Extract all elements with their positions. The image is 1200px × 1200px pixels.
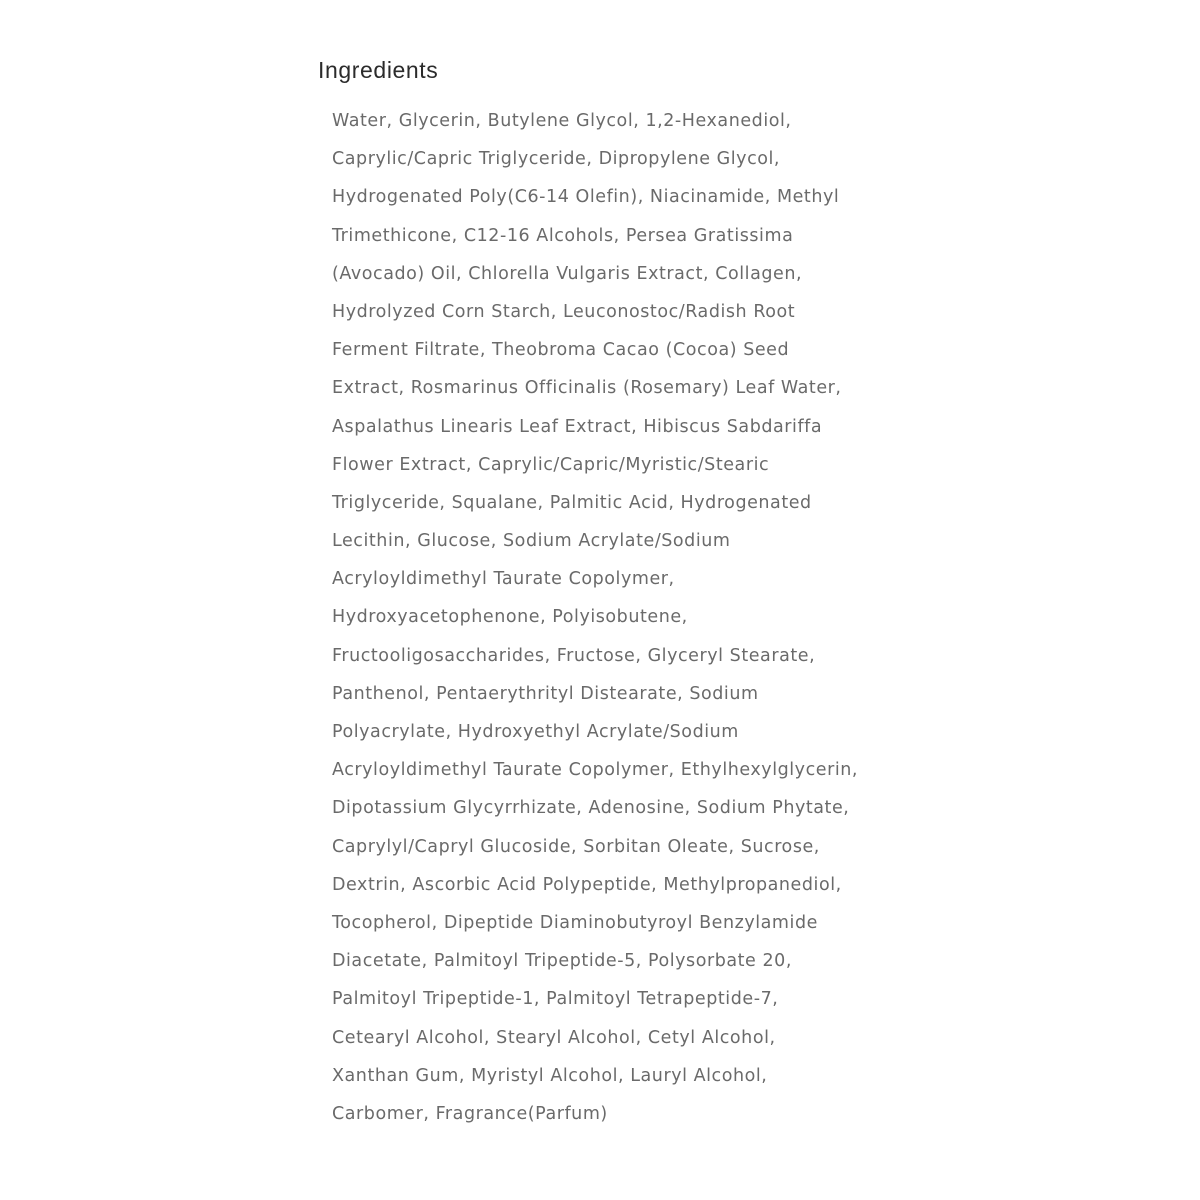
ingredient-line: Extract, Rosmarinus Officinalis (Rosemary) Leaf Water, <box>332 378 842 399</box>
ingredient-line: Hydrolyzed Corn Starch, Leuconostoc/Radish Root <box>332 301 796 322</box>
ingredient-line: Diacetate, Palmitoyl Tripeptide-5, Polysorbate 20, <box>332 951 792 972</box>
ingredient-line: Hydrogenated Poly(C6-14 Olefin), Niacinamide, Methyl <box>332 187 840 208</box>
ingredient-line: Xanthan Gum, Myristyl Alcohol, Lauryl Alcohol, <box>332 1065 768 1086</box>
ingredient-line: Cetearyl Alcohol, Stearyl Alcohol, Cetyl Alcohol, <box>332 1027 776 1048</box>
ingredients-title: Ingredients <box>318 57 439 83</box>
ingredient-line: Hydroxyacetophenone, Polyisobutene, <box>332 607 688 628</box>
ingredient-line: Aspalathus Linearis Leaf Extract, Hibiscus Sabdariffa <box>332 416 823 437</box>
ingredient-line: Ferment Filtrate, Theobroma Cacao (Cocoa) Seed <box>332 340 790 361</box>
ingredient-line: Caprylic/Capric Triglyceride, Dipropylene Glycol, <box>332 149 781 170</box>
ingredient-line: Fructooligosaccharides, Fructose, Glyceryl Stearate, <box>332 645 816 666</box>
ingredient-line: Acryloyldimethyl Taurate Copolymer, Ethylhexylglycerin, <box>332 760 858 781</box>
ingredients-section <box>318 52 918 1133</box>
ingredient-line: Acryloyldimethyl Taurate Copolymer, <box>332 569 675 590</box>
ingredient-line: Flower Extract, Caprylic/Capric/Myristic/Stearic <box>332 454 770 475</box>
ingredient-line: Trimethicone, C12-16 Alcohols, Persea Gratissima <box>332 225 794 246</box>
ingredient-line: Water, Glycerin, Butylene Glycol, 1,2-Hexanediol, <box>332 111 792 131</box>
ingredient-line: Polyacrylate, Hydroxyethyl Acrylate/Sodium <box>332 722 739 742</box>
ingredient-line: Dipotassium Glycyrrhizate, Adenosine, Sodium Phytate, <box>332 798 850 819</box>
ingredient-line: Dextrin, Ascorbic Acid Polypeptide, Methylpropanediol, <box>332 874 842 895</box>
ingredient-line: Palmitoyl Tripeptide-1, Palmitoyl Tetrapeptide-7, <box>332 989 779 1010</box>
ingredient-line: Panthenol, Pentaerythrityl Distearate, Sodium <box>332 683 759 704</box>
ingredient-line: Triglyceride, Squalane, Palmitic Acid, Hydrogenated <box>332 492 812 513</box>
ingredient-line: Caprylyl/Capryl Glucoside, Sorbitan Oleate, Sucrose, <box>332 836 820 857</box>
ingredient-line: Carbomer, Fragrance(Parfum) <box>332 1103 608 1124</box>
ingredient-line: Lecithin, Glucose, Sodium Acrylate/Sodium <box>332 531 731 552</box>
ingredient-line: Tocopherol, Dipeptide Diaminobutyroyl Benzylamide <box>332 912 818 933</box>
ingredient-line: (Avocado) Oil, Chlorella Vulgaris Extract, Collagen, <box>332 263 803 284</box>
ingredient-list <box>332 102 918 1133</box>
